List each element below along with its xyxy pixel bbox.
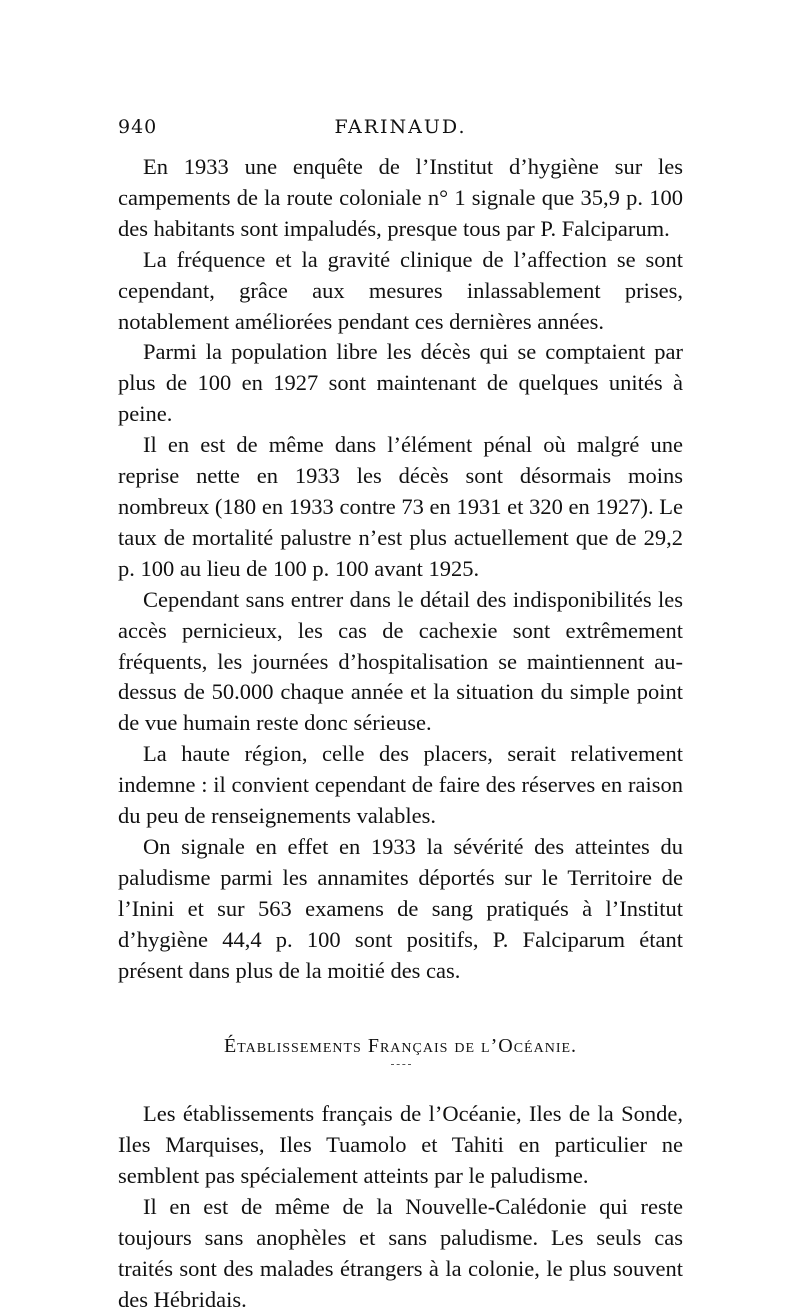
paragraph: Cependant sans entrer dans le détail des indisponibilités les accès pernicieux, les cas de cachexie sont extrêmement fréquents, les journées d’hospitalisation se maintiennent au-dessus de 50.000 chaque année et la situation du simple point de vue humain reste donc sérieuse. xyxy=(118,586,683,736)
section-heading-text: Établissements Français de l’Océanie. xyxy=(223,1035,578,1058)
body-text xyxy=(118,152,683,1316)
running-head: FARINAUD. xyxy=(334,116,467,138)
paragraph: Parmi la population libre les décès qui se comptaient par plus de 100 en 1927 sont maintenant de quelques unités à peine. xyxy=(118,339,683,427)
paragraph: Il en est de même de la Nouvelle-Calédonie qui reste toujours sans anophèles et sans paludisme. Les seuls cas traités sont des malades étrangers à la colonie, le plus souvent des Hébridais. xyxy=(118,1194,683,1312)
section-heading xyxy=(118,1031,683,1065)
paragraph: La haute région, celle des placers, serait relativement indemne : il convient cependant de faire des réserves en raison du peu de renseignements valables. xyxy=(118,741,683,829)
paragraph: Il en est de même dans l’élément pénal où malgré une reprise nette en 1933 les décès sont désormais moins nombreux (180 en 1933 contre 73 en 1931 et 320 en 1927). Le taux de mortalité palustre n’est plus actuellement que de 29,2 p. 100 au lieu de 100 p. 100 avant 1925. xyxy=(118,432,683,581)
paragraph: En 1933 une enquête de l’Institut d’hygiène sur les campements de la route coloniale n° 1 signale que 35,9 p. 100 des habitants sont impaludés, presque tous par P. Falciparum. xyxy=(118,154,683,241)
paragraph: Les établissements français de l’Océanie, Iles de la Sonde, Iles Marquises, Iles Tuamolo et Tahiti en particulier ne semblent pas spécialement atteints par le paludisme. xyxy=(118,1101,683,1189)
page-header xyxy=(118,116,683,146)
heading-rule xyxy=(391,1064,411,1065)
page-number: 940 xyxy=(118,116,158,138)
paragraph: On signale en effet en 1933 la sévérité des atteintes du paludisme parmi les annamites déportés sur le Territoire de l’Inini et sur 563 examens de sang pratiqués à l’Institut d’hygiène 44,4 p. 100 sont positifs, P. Falciparum étant présent dans plus de la moitié des cas. xyxy=(118,833,683,983)
paragraph: La fréquence et la gravité clinique de l’affection se sont cependant, grâce aux mesures inlassablement prises, notablement améliorées pendant ces dernières années. xyxy=(118,246,683,334)
